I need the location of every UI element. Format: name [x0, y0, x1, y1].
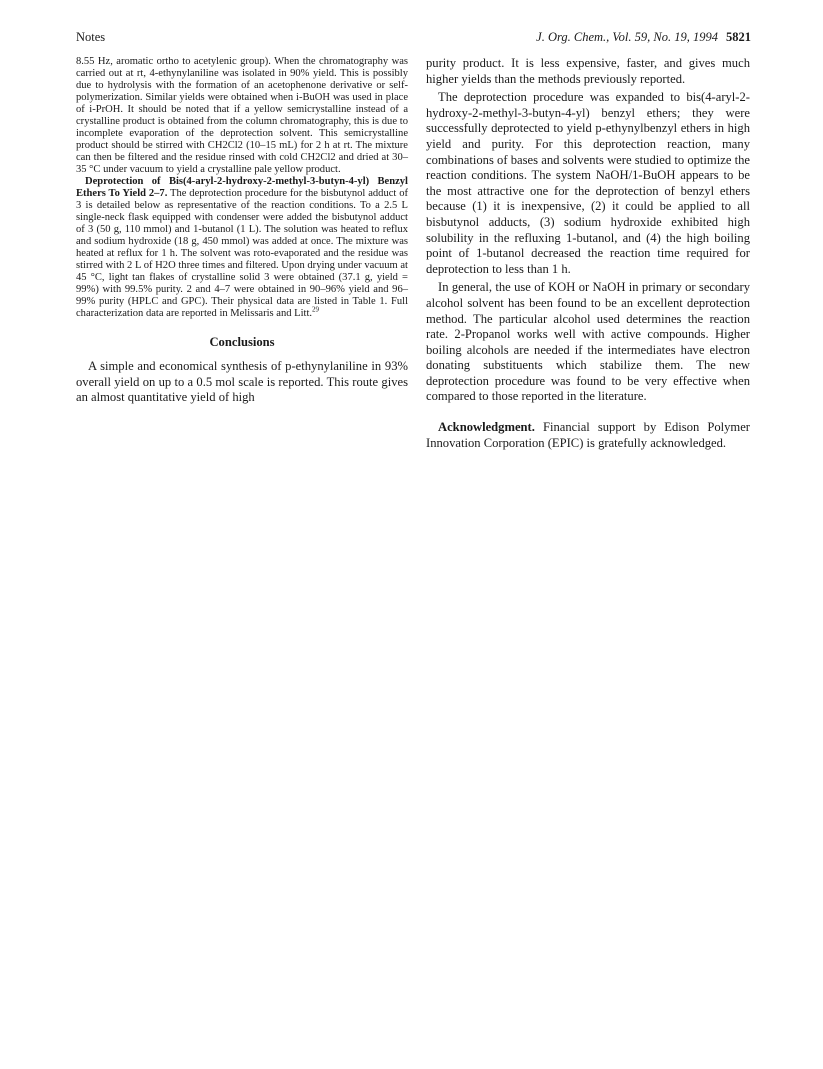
acknowledgment-paragraph [426, 420, 750, 451]
deprotection-discussion-paragraph: The deprotection procedure was expanded to bis(4-aryl-2-hydroxy-2-methyl-3-butyn-4-yl) benzyl ethers; they were successfully deprotected to yield p-ethynylbenzyl ethers in high yield and purity. For this deprotection reaction, many combinations of bases and solvents were studied to optimize the reaction conditions. The system NaOH/1-BuOH appears to be the most attractive one for the deprotection of benzyl ethers because (1) it is inexpensive, (2) it could be applied to all bisbutynol adducts, (3) sodium hydroxide exhibited high solubility in the refluxing 1-butanol, and (4) the high boiling point of 1-butanol decreased the reaction time required for deprotection to less than 1 h. [426, 90, 750, 276]
journal-citation [536, 30, 751, 45]
conclusions-paragraph: A simple and economical synthesis of p-ethynylaniline in 93% overall yield on up to a 0.5 mol scale is reported. This route gives an almost quantitative yield of high [76, 359, 408, 405]
acknowledgment-text: Financial support by Edison Polymer Innovation Corporation (EPIC) is gratefully acknowledged. [426, 420, 750, 450]
conclusions-continued-paragraph: purity product. It is less expensive, faster, and gives much higher yields than the methods previously reported. [426, 56, 750, 86]
conclusions-heading: Conclusions [209, 335, 275, 349]
procedure-body: The deprotection procedure for the bisbutynol adduct of 3 is detailed below as representative of the reaction conditions. To a 2.5 L single-neck flask equipped with condenser were added the bisbutynol adduct of 3 (50 g, 110 mmol) and 1-butanol (1 L). The solution was heated to reflux and sodium hydroxide (18 g, 450 mmol) was added at once. The mixture was heated at reflux for 1 h. The solvent was roto-evaporated and the residue was stirred with 2 L of H2O three times and filtered. Upon drying under vacuum at 45 °C, light tan flakes of crystalline solid 3 were obtained (37.1 g, yield = 99%) with 99.5% purity. 2 and 4–7 were obtained in 90–96% yield and 96–99% purity (HPLC and GPC). Their physical data are listed in Table 1. Full characterization data are reported in Melissaris and Litt. [76, 188, 409, 319]
page-number: 5821 [726, 30, 751, 44]
reference-superscript: 29 [312, 305, 320, 314]
acknowledgment-heading: Acknowledgment. [438, 420, 535, 435]
experimental-section [76, 56, 408, 320]
general-method-paragraph: In general, the use of KOH or NaOH in primary or secondary alcohol solvent has been found to be an excellent deprotection method. The particular alcohol used determines the reaction rate. 2-Propanol works well with active compounds. Higher boiling alcohols are needed if the intermediates have electron donating substituents which stabilize them. The new deprotection procedure was found to be very effective when compared to those reported in the literature. [426, 280, 750, 404]
conclusions-continued [426, 56, 750, 451]
experimental-paragraph: 8.55 Hz, aromatic ortho to acetylenic group). When the chromatography was carried out at rt, 4-ethynylaniline was isolated in 90% yield. This is possibly due to hydrolysis with the formation of an acetophenone derivative or self-polymerization. Similar yields were obtained when i-BuOH was used in place of i-PrOH. It should be noted that if a yellow semicrystalline instead of a crystalline product is obtained from the column chromatography, this is due to incomplete evaporation of the deprotection solvent. This semicrystalline product should be stirred with CH2Cl2 (10–15 mL) for 2 h at rt. The mixture can then be filtered and the residue rinsed with cold CH2Cl2 and dried at 30–35 °C under vacuum to yield a crystalline pale yellow product. [76, 56, 408, 175]
section-label: Notes [76, 30, 106, 44]
running-header [76, 30, 751, 46]
procedure-run-in-heading: Deprotection of Bis(4-aryl-2-hydroxy-2-methyl-3-butyn-4-yl) Benzyl Ethers To Yield 2–7. [76, 176, 408, 199]
deprotection-procedure-paragraph [76, 176, 408, 320]
conclusions-section [76, 359, 408, 406]
journal-reference: J. Org. Chem., Vol. 59, No. 19, 1994 [536, 30, 718, 44]
left-column [76, 56, 408, 406]
right-column [426, 56, 750, 451]
